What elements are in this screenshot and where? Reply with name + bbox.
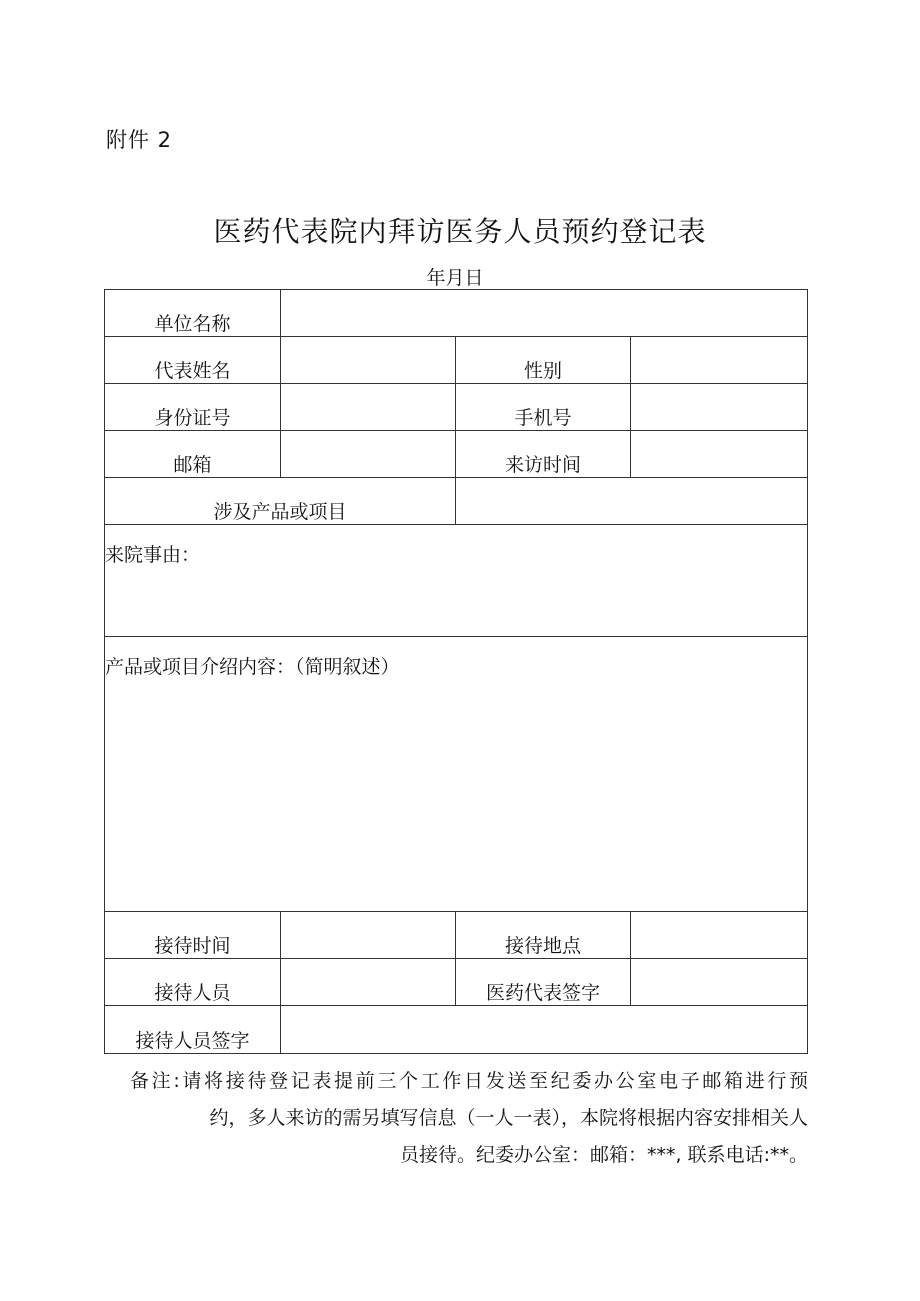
visit-reason-field[interactable] bbox=[105, 525, 808, 637]
row-rep-name bbox=[105, 337, 808, 384]
reception-time-label: 接待时间 bbox=[105, 912, 281, 959]
row-unit-name bbox=[105, 290, 808, 337]
rep-signature-field[interactable] bbox=[631, 959, 808, 1006]
products-field[interactable] bbox=[456, 478, 808, 525]
row-product-intro bbox=[105, 637, 808, 912]
row-staff-signature bbox=[105, 1006, 808, 1054]
reception-time-field[interactable] bbox=[281, 912, 456, 959]
row-visit-reason bbox=[105, 525, 808, 637]
note-line-1: 备注:请将接待登记表提前三个工作日发送至纪委办公室电子邮箱进行预 bbox=[130, 1070, 808, 1092]
form-title: 医药代表院内拜访医务人员预约登记表 bbox=[213, 215, 707, 248]
id-number-field[interactable] bbox=[281, 384, 456, 431]
unit-name-label: 单位名称 bbox=[105, 290, 281, 337]
reception-staff-field[interactable] bbox=[281, 959, 456, 1006]
row-reception-staff bbox=[105, 959, 808, 1006]
unit-name-field[interactable] bbox=[281, 290, 808, 337]
note-line-2: 约，多人来访的需另填写信息（一人一表），本院将根据内容安排相关人 bbox=[209, 1107, 808, 1129]
reception-place-field[interactable] bbox=[631, 912, 808, 959]
email-label: 邮箱 bbox=[105, 431, 281, 478]
rep-signature-label: 医药代表签字 bbox=[456, 959, 631, 1006]
visit-time-field[interactable] bbox=[631, 431, 808, 478]
gender-label: 性别 bbox=[456, 337, 631, 384]
reception-place-label: 接待地点 bbox=[456, 912, 631, 959]
attachment-label: 附件 2 bbox=[106, 128, 173, 152]
rep-name-field[interactable] bbox=[281, 337, 456, 384]
product-intro-field[interactable] bbox=[105, 637, 808, 912]
visit-time-label: 来访时间 bbox=[456, 431, 631, 478]
registration-form-table bbox=[104, 289, 808, 1054]
id-number-label: 身份证号 bbox=[105, 384, 281, 431]
phone-field[interactable] bbox=[631, 384, 808, 431]
product-intro-label: 产品或项目介绍内容：（简明叙述） bbox=[105, 656, 400, 678]
note-line-3: 员接待。纪委办公室：邮箱：***, 联系电话:**。 bbox=[400, 1144, 808, 1166]
row-reception-time bbox=[105, 912, 808, 959]
visit-reason-label: 来院事由： bbox=[105, 544, 201, 566]
staff-signature-field[interactable] bbox=[281, 1006, 808, 1054]
reception-staff-label: 接待人员 bbox=[105, 959, 281, 1006]
row-email bbox=[105, 431, 808, 478]
rep-name-label: 代表姓名 bbox=[105, 337, 281, 384]
date-line: 年月日 bbox=[426, 267, 484, 289]
products-label: 涉及产品或项目 bbox=[105, 478, 456, 525]
phone-label: 手机号 bbox=[456, 384, 631, 431]
email-field[interactable] bbox=[281, 431, 456, 478]
staff-signature-label: 接待人员签字 bbox=[105, 1006, 281, 1054]
row-id-number bbox=[105, 384, 808, 431]
gender-field[interactable] bbox=[631, 337, 808, 384]
remarks-note bbox=[108, 1063, 808, 1174]
row-products bbox=[105, 478, 808, 525]
